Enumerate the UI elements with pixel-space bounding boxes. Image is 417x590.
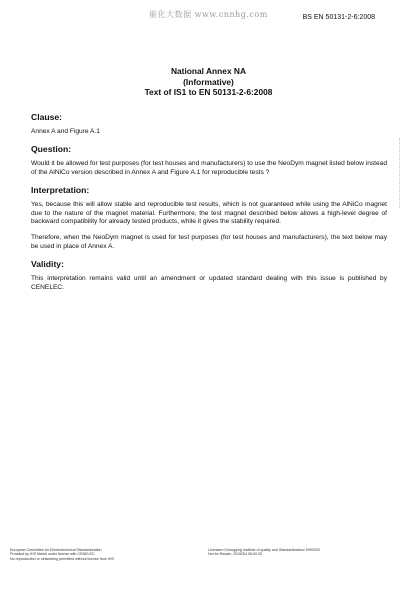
clause-heading: Clause: [31,112,63,122]
annex-subtitle: (Informative) [183,76,234,87]
footer-right-line-1: Licensee=Chongqing Institute of quality and Standardization/ 5990393 [208,548,320,552]
clause-section [31,112,387,136]
clause-text: Annex A and Figure A.1 [31,128,100,135]
annex-title-block [0,66,417,98]
validity-text: This interpretation remains valid until an amendment or updated standard dealing with this issue is published by CENELEC. [31,275,387,291]
validity-heading: Validity: [31,259,64,270]
standard-reference: BS EN 50131-2-6:2008 [302,14,375,21]
footer-right-line-2: Not for Resale, 2019/3/4 06:00:33 [208,552,262,557]
question-section [31,144,387,177]
margin-mark [399,138,406,208]
footer-left [10,548,200,561]
question-text: Would it be allowed for test purposes (for test houses and manufacturers) to use the NeoDym magnet listed below instead of the AlNiCo version described in Annex A and Figure A.1 for reproducible tests ? [31,160,387,176]
watermark-text: 能化大数据 www.cnnhg.com [149,10,268,19]
footer-right [208,548,398,557]
footer-left-line-3: No reproduction or networking permitted without license from IHS [10,556,114,561]
annex-title: National Annex NA [170,66,247,76]
footer-left-line-2: Provided by IHS Markit under license with CENELEC [10,552,95,557]
interpretation-section [31,185,387,251]
annex-text-reference: Text of IS1 to EN 50131-2-6:2008 [144,87,273,97]
footer-left-line-1: European Committee for Electrotechnical Standardization [10,548,102,552]
interpretation-paragraph-1: Yes, because this will allow stable and reproducible test results, which is not guaranteed while using the AlNiCo magnet due to the nature of the magnet material. Furthermore, the test magnet described below allows a high-level degree of backward compatibility for already tested products, while it gives the stability required. [31,201,387,226]
interpretation-paragraph-2: Therefore, when the NeoDym magnet is used for test purposes (for test houses and manufacturers), the text below may be used in place of Annex A. [31,234,387,250]
question-heading: Question: [31,144,72,155]
annex-content [31,112,387,300]
validity-section [31,259,387,292]
interpretation-heading: Interpretation: [31,185,90,196]
